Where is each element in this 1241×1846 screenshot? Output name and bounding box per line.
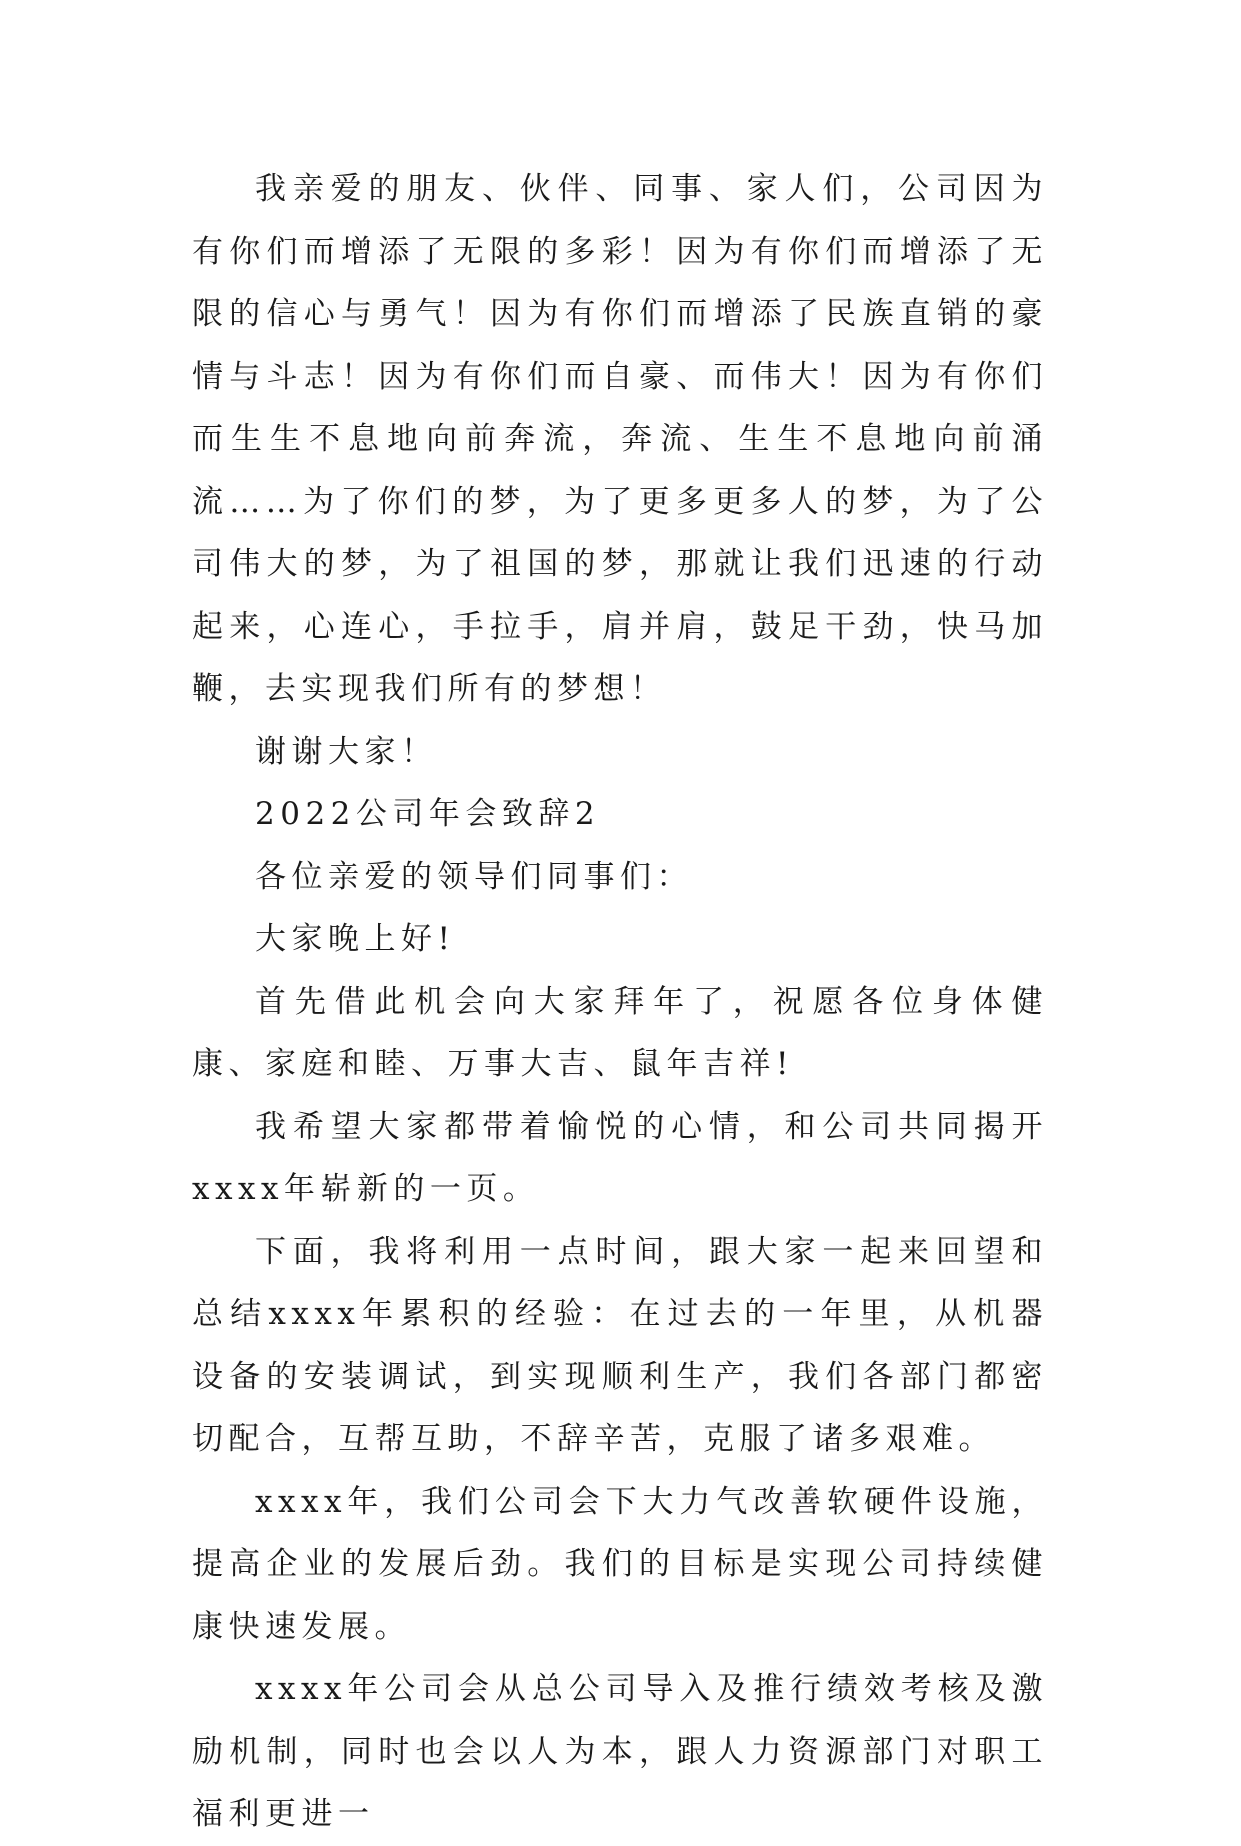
salutation: 各位亲爱的领导们同事们： xyxy=(255,858,693,895)
incentive-paragraph: xxxx年公司会从总公司导入及推行绩效考核及激励机制，同时也会以人为本，跟人力资源部门对职工福利更进一 xyxy=(192,1671,1048,1832)
document-body xyxy=(192,158,1048,1846)
hope-paragraph: 我希望大家都带着愉悦的心情，和公司共同揭开xxxx年崭新的一页。 xyxy=(192,1108,1048,1207)
goals-paragraph: xxxx年，我们公司会下大力气改善软硬件设施，提高企业的发展后劲。我们的目标是实现公司持续健康快速发展。 xyxy=(192,1483,1048,1645)
new-year-wishes-paragraph: 首先借此机会向大家拜年了，祝愿各位身体健康、家庭和睦、万事大吉、鼠年吉祥! xyxy=(192,983,1048,1082)
greeting: 大家晚上好! xyxy=(255,921,456,957)
thanks-line: 谢谢大家！ xyxy=(255,733,438,770)
closing-paragraph: 我亲爱的朋友、伙伴、同事、家人们，公司因为有你们而增添了无限的多彩！因为有你们而增添了无限的信心与勇气！因为有你们而增添了民族直销的豪情与斗志！因为有你们而自豪、而伟大！因为有你们而生生不息地向前奔流，奔流、生生不息地向前涌流……为了你们的梦，为了更多更多人的梦，为了公司伟大的梦，为了祖国的梦，那就让我们迅速的行动起来，心连心，手拉手，肩并肩，鼓足干劲，快马加鞭，去实现我们所有的梦想！ xyxy=(192,171,1048,707)
review-paragraph: 下面，我将利用一点时间，跟大家一起来回望和总结xxxx年累积的经验：在过去的一年里，从机器设备的安装调试，到实现顺利生产，我们各部门都密切配合，互帮互助，不辞辛苦，克服了诸多艰难。 xyxy=(192,1233,1048,1457)
section-title: 2022公司年会致辞2 xyxy=(255,796,601,832)
